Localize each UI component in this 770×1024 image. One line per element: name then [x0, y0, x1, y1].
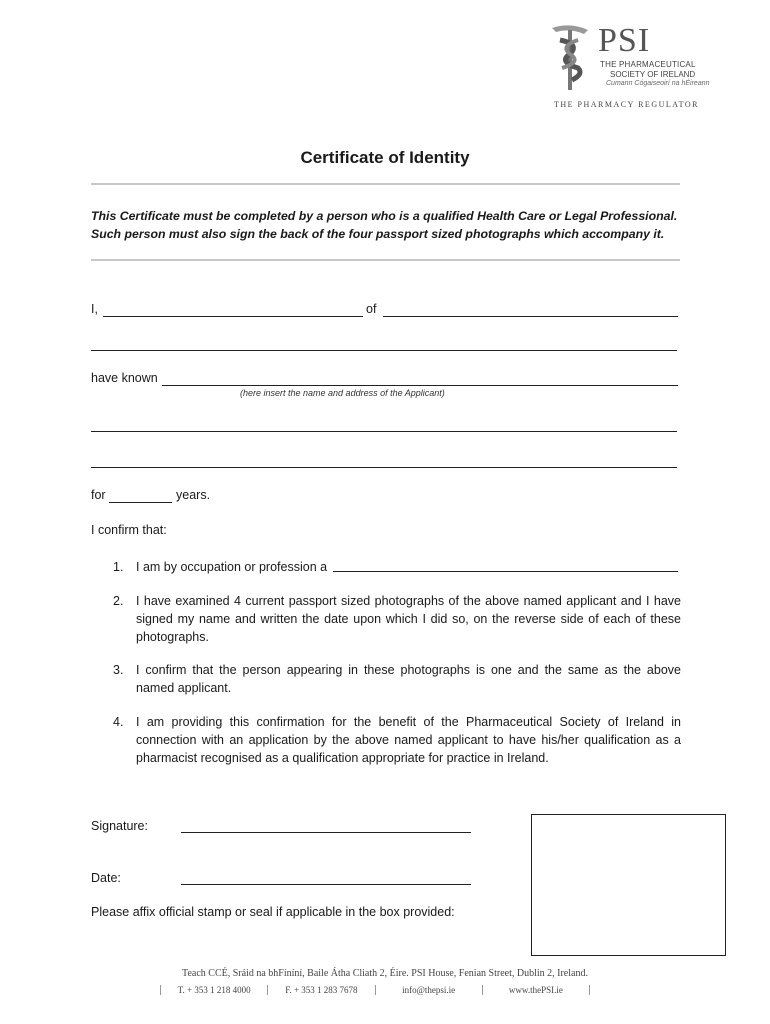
confirm-label: I confirm that: [91, 523, 167, 537]
stamp-note: Please affix official stamp or seal if applicable in the box provided: [91, 905, 455, 919]
logo-text: PSI [598, 22, 651, 59]
item-number: 2. [113, 594, 124, 608]
date-field[interactable] [181, 884, 471, 885]
caduceus-icon [548, 22, 592, 94]
divider [91, 259, 680, 261]
name-field[interactable] [103, 316, 363, 317]
occupation-field[interactable] [333, 571, 678, 572]
i-label: I, [91, 302, 98, 316]
footer-address: Teach CCÉ, Sráid na bhFíníní, Baile Átha Cliath 2, Éire. PSI House, Fenian Street, Dublin 2, Ireland. [182, 968, 588, 979]
applicant-field[interactable] [162, 385, 678, 386]
item-text: I confirm that the person appearing in these photographs is one and the same as the above named applicant. [136, 663, 681, 695]
applicant-line-3[interactable] [91, 467, 677, 468]
footer-fax: F. + 353 1 283 7678 [267, 985, 374, 995]
applicant-hint: (here insert the name and address of the Applicant) [240, 388, 445, 398]
logo-irish: Cumann Cógaiseoirí na hÉireann [606, 80, 710, 87]
years-field[interactable] [109, 502, 172, 503]
divider [91, 183, 680, 185]
item-text: I have examined 4 current passport sized photographs of the above named applicant and I have signed my name and written the date upon which I did so, on the reverse side of each of these photographs. [136, 594, 681, 644]
stamp-box[interactable] [531, 814, 726, 956]
for-label: for [91, 488, 106, 502]
logo-line-1: THE PHARMACEUTICAL [600, 60, 696, 69]
footer-contacts [160, 985, 590, 995]
item-number: 3. [113, 663, 124, 677]
address-field[interactable] [383, 316, 678, 317]
footer-phone: T. + 353 1 218 4000 [160, 985, 267, 995]
confirm-item-3 [91, 661, 681, 697]
signature-field[interactable] [181, 832, 471, 833]
regulator-tagline: THE PHARMACY REGULATOR [554, 100, 700, 109]
psi-logo [548, 20, 710, 112]
years-label: years. [176, 488, 211, 502]
confirm-item-1 [91, 558, 681, 576]
item-text: I am providing this confirmation for the benefit of the Pharmaceutical Society of Ireland in connection with an application by the above named applicant to have his/her qualification as a pharmacist recognised as a qualification appropriate for practice in Ireland. [136, 715, 681, 765]
item-text: I am by occupation or profession a [136, 560, 328, 574]
address-line-2[interactable] [91, 350, 677, 351]
item-number: 4. [113, 715, 124, 729]
page-title: Certificate of Identity [300, 148, 470, 167]
signature-label: Signature: [91, 819, 148, 833]
have-known-label: have known [91, 371, 158, 385]
item-number: 1. [113, 560, 124, 574]
date-label: Date: [91, 871, 121, 885]
intro-text: This Certificate must be completed by a person who is a qualified Health Care or Legal Professional. Such person must also sign the back of the four passport sized photographs which accompany it. [91, 209, 678, 241]
footer-email[interactable]: info@thepsi.ie [375, 985, 482, 995]
confirm-item-4 [91, 713, 681, 767]
applicant-line-2[interactable] [91, 431, 677, 432]
of-label: of [366, 302, 377, 316]
logo-line-2: SOCIETY OF IRELAND [610, 70, 696, 79]
footer-web[interactable]: www.thePSI.ie [482, 985, 590, 995]
confirm-item-2 [91, 592, 681, 646]
